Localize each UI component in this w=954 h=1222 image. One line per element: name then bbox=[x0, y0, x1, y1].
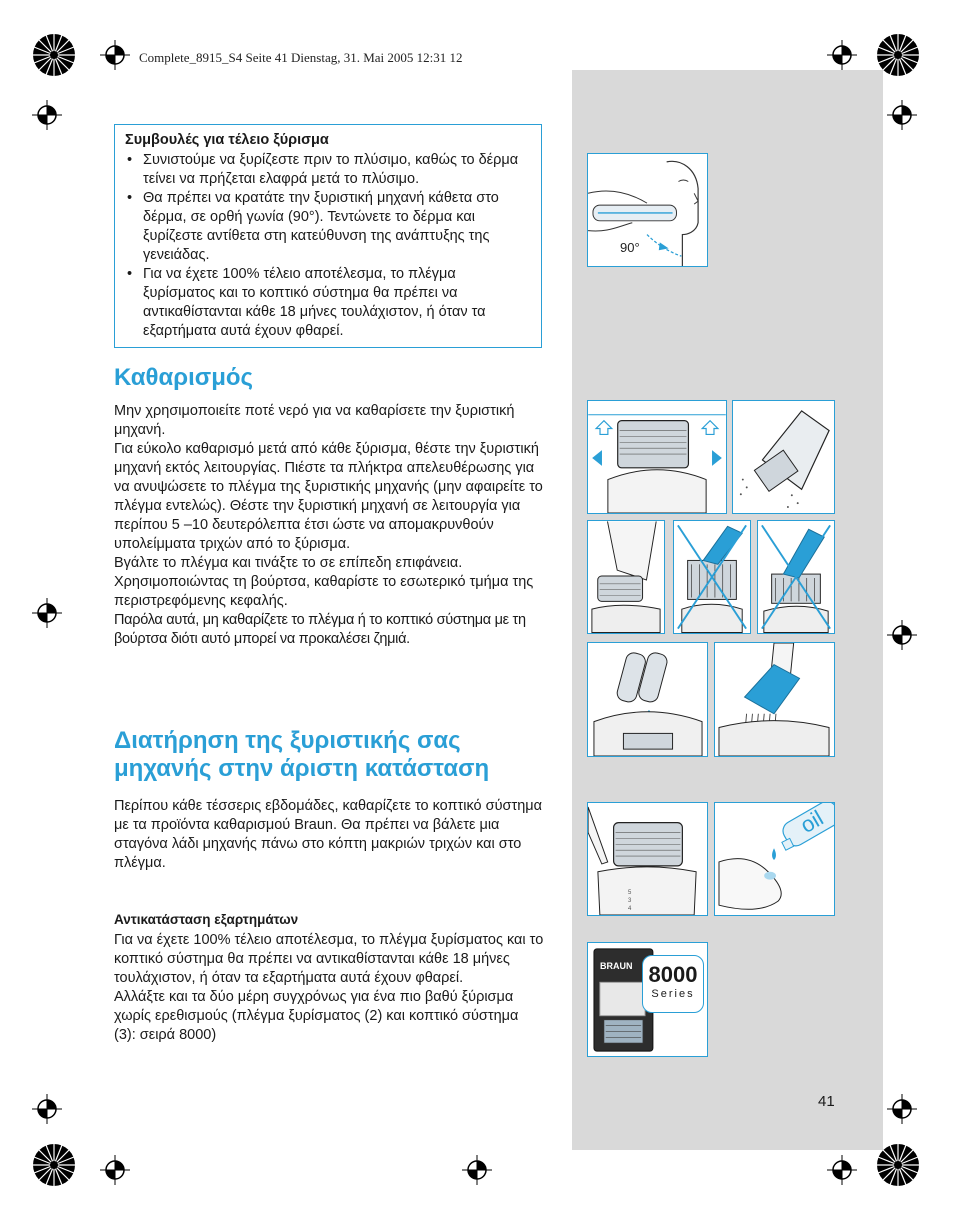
registration-mark-icon bbox=[462, 1155, 492, 1185]
angle-label: 90° bbox=[620, 240, 640, 255]
registration-mark-icon bbox=[887, 100, 917, 130]
starburst-target-icon bbox=[32, 33, 76, 77]
series-badge bbox=[642, 955, 704, 1013]
starburst-target-icon bbox=[32, 1143, 76, 1187]
cleaning-heading: Καθαρισμός bbox=[114, 364, 254, 391]
tap-foil-illustration bbox=[732, 400, 835, 514]
tips-title: Συμβουλές για τέλειο ξύρισμα bbox=[125, 132, 329, 148]
scale-mark: 5 bbox=[628, 890, 632, 896]
do-not-brush-cutter-illustration bbox=[757, 520, 835, 634]
replacement-heading: Αντικατάσταση εξαρτημάτων bbox=[114, 912, 299, 927]
page-number: 41 bbox=[818, 1093, 835, 1110]
registration-mark-icon bbox=[32, 598, 62, 628]
spray-cleaner-illustration bbox=[587, 802, 708, 916]
cleaning-paragraph: Βγάλτε το πλέγμα και τινάξτε το σε επίπεδη επιφάνεια. Χρησιμοποιώντας τη βούρτσα, καθαρίστε το εσωτερικό τμήμα της περιστρεφόμενης κεφαλής. bbox=[114, 555, 534, 609]
do-not-brush-foil-illustration bbox=[673, 520, 751, 634]
registration-mark-icon bbox=[32, 100, 62, 130]
registration-mark-icon bbox=[32, 1094, 62, 1124]
replacement-section bbox=[114, 912, 544, 1045]
cleaning-section bbox=[114, 364, 544, 649]
release-foil-illustration bbox=[587, 400, 727, 514]
series-number: 8000 bbox=[648, 962, 698, 987]
series-word: Series bbox=[651, 988, 695, 1000]
maintenance-heading-line1: Διατήρηση της ξυριστικής σας bbox=[114, 727, 461, 754]
cleaning-paragraph: Μην χρησιμοποιείτε ποτέ νερό για να καθαρίσετε την ξυριστική μηχανή. bbox=[114, 403, 515, 438]
cleaning-paragraph: Για εύκολο καθαρισμό μετά από κάθε ξύρισμα, θέστε την ξυριστική μηχανή εκτός λειτουργίας. Πιέστε τα πλήκτρα απελευθέρωσης για να ανυψώσετε το πλέγμα της ξυριστικής μηχανής (μην αφαιρείτε το πλέγμα εντελώς). Θέστε την ξυριστική μηχανή σε λειτουργία για περίπου 5 –10 δευτερόλεπτα έτσι ώστε να απομακρυνθούν υπολείμματα τριχών από το ξύρισμα. bbox=[114, 441, 543, 552]
tips-list bbox=[125, 151, 531, 341]
remove-foil-illustration bbox=[587, 520, 665, 634]
brush-shaver-head-illustration bbox=[714, 642, 835, 757]
scale-marks bbox=[628, 889, 631, 913]
print-header: Complete_8915_S4 Seite 41 Dienstag, 31. Mai 2005 12:31 12 bbox=[139, 50, 463, 65]
registration-mark-icon bbox=[100, 40, 130, 70]
registration-mark-icon bbox=[827, 1155, 857, 1185]
lift-cutter-illustration bbox=[587, 642, 708, 757]
scale-mark: 4 bbox=[628, 906, 632, 912]
maintenance-paragraph: Περίπου κάθε τέσσερις εβδομάδες, καθαρίζετε το κοπτικό σύστημα με τα προϊόντα καθαρισμού Braun. Θα πρέπει να βάλετε μια σταγόνα λάδι μηχανής πάνω στο κόπτη μακριών τριχών και στο πλέγμα. bbox=[114, 798, 543, 871]
starburst-target-icon bbox=[876, 1143, 920, 1187]
tip-item: • Θα πρέπει να κρατάτε την ξυριστική μηχανή κάθετα στο δέρμα, σε ορθή γωνία (90°). Τεντώνετε το δέρμα και ξυρίζεστε αντίθετα στη κατεύθυνση της ανάπτυξης της γενειάδας. bbox=[125, 189, 531, 265]
shaving-tips-box bbox=[114, 124, 542, 348]
tip-item: • Για να έχετε 100% τέλειο αποτέλεσμα, το πλέγμα ξυρίσματος και το κοπτικό σύστημα θα πρέπει να αντικαθίστανται κάθε 18 μήνες τουλάχιστον, ή όταν τα εξαρτήματα αυτά έχουν φθαρεί. bbox=[125, 265, 531, 341]
replacement-pack-illustration bbox=[587, 942, 708, 1057]
registration-mark-icon bbox=[827, 40, 857, 70]
starburst-target-icon bbox=[876, 33, 920, 77]
tip-item: • Συνιστούμε να ξυρίζεστε πριν το πλύσιμο, καθώς το δέρμα τείνει να πρήζεται ελαφρά μετά το πλύσιμο. bbox=[125, 151, 531, 189]
oil-label: oil bbox=[795, 805, 828, 838]
registration-mark-icon bbox=[887, 620, 917, 650]
scale-mark: 3 bbox=[628, 898, 632, 904]
registration-mark-icon bbox=[100, 1155, 130, 1185]
oil-drop-illustration bbox=[714, 802, 835, 916]
replacement-paragraph: Για να έχετε 100% τέλειο αποτέλεσμα, το πλέγμα ξυρίσματος και το κοπτικό σύστημα θα πρέπει να αντικαθίστανται κάθε 18 μήνες τουλάχιστον, ή όταν τα εξαρτήματα αυτά έχουν φθαρεί. bbox=[114, 932, 544, 986]
replacement-paragraph: Αλλάξτε και τα δύο μέρη συγχρόνως για ένα πιο βαθύ ξύρισμα χωρίς ερεθισμούς (πλέγμα ξυρίσματος (2) και κοπτικό σύστημα (3): σειρά 8000) bbox=[114, 989, 519, 1043]
shaving-angle-illustration bbox=[587, 153, 708, 267]
cleaning-paragraph: Παρόλα αυτά, μη καθαρίζετε το πλέγμα ή το κοπτικό σύστημα με τη βούρτσα διότι αυτό μπορεί να προκαλέσει ζημιά. bbox=[114, 612, 526, 647]
registration-mark-icon bbox=[887, 1094, 917, 1124]
maintenance-section bbox=[114, 727, 544, 873]
pack-brand: BRAUN bbox=[600, 961, 633, 971]
maintenance-heading-line2: μηχανής στην άριστη κατάσταση bbox=[114, 755, 490, 782]
